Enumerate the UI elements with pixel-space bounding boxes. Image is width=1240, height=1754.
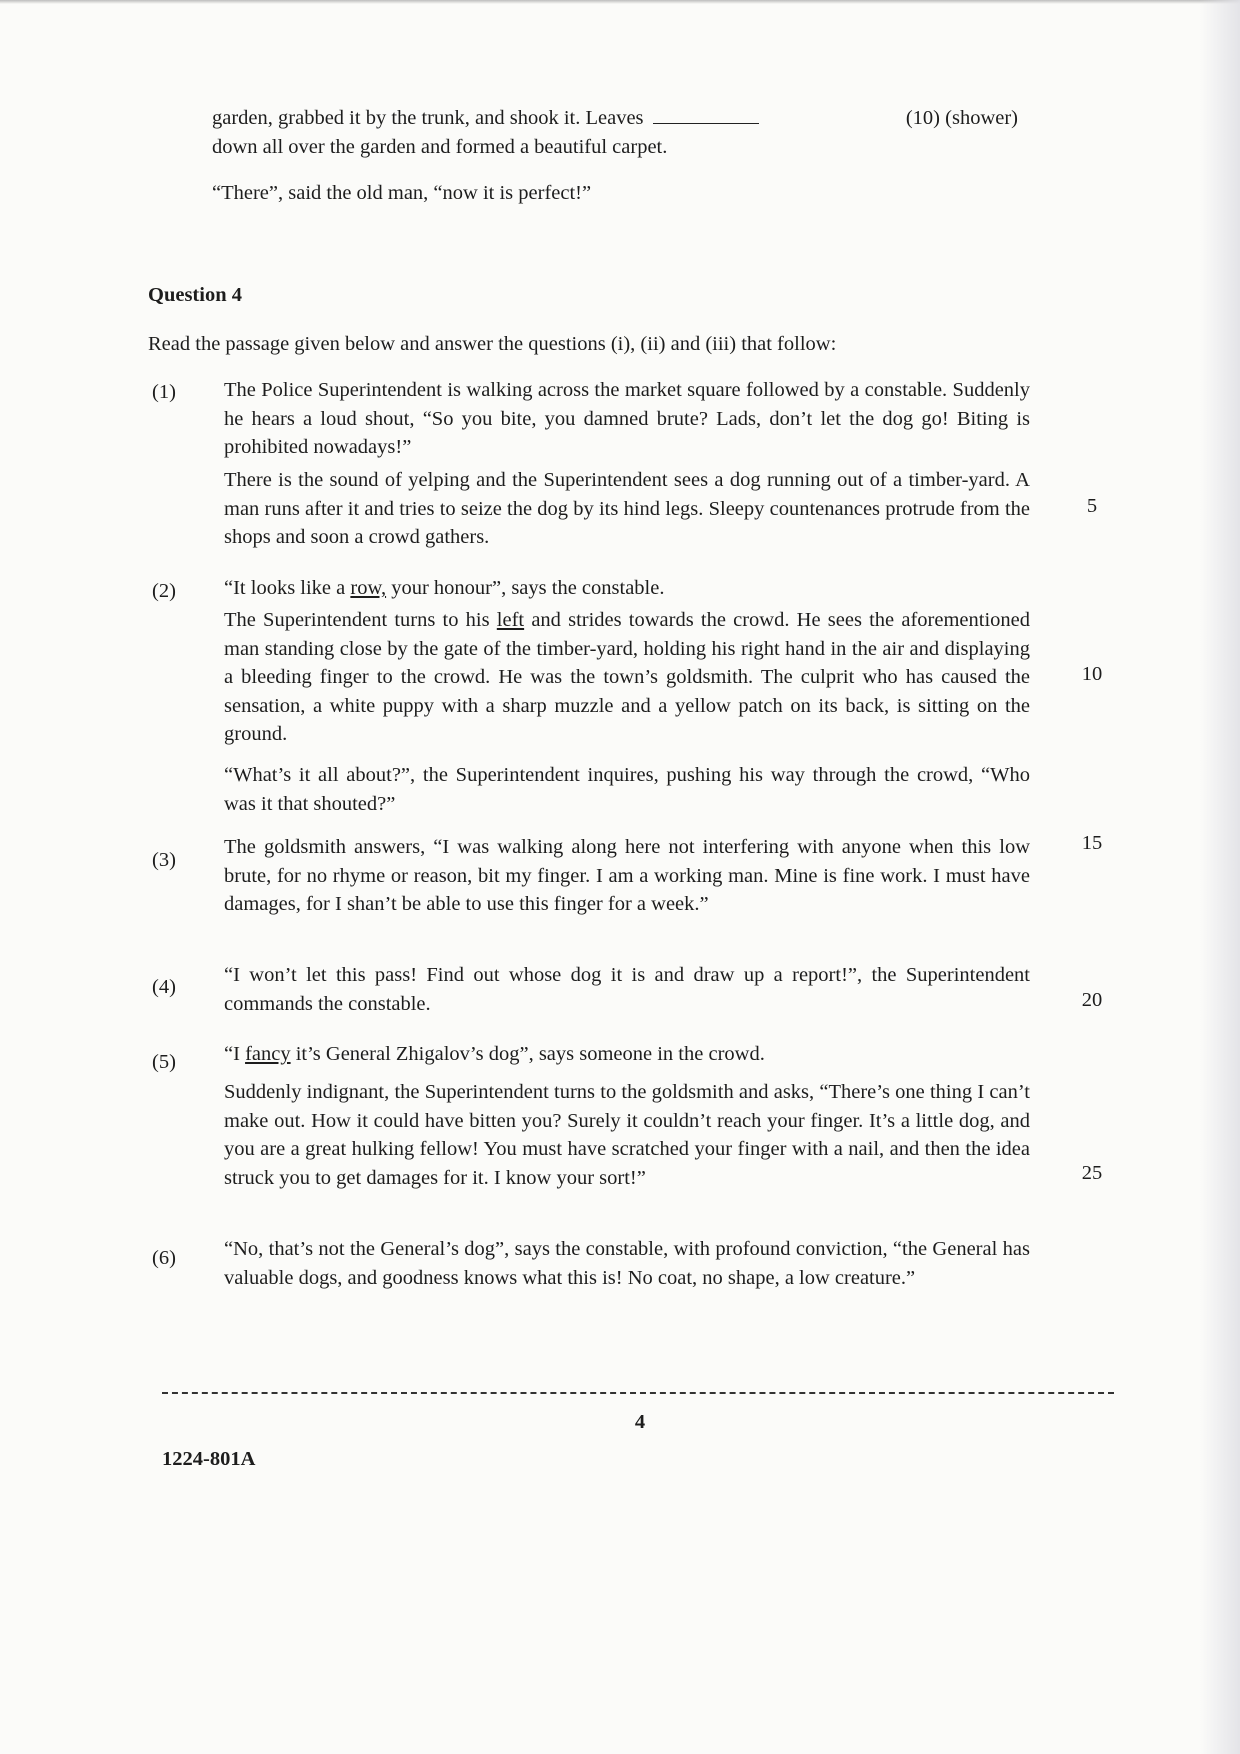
paragraph-number-3: (3) (152, 849, 176, 871)
line-number-10: 10 (1081, 663, 1103, 685)
p2-a-post: your honour”, says the constable. (386, 577, 665, 599)
paragraph-2-text-b (224, 606, 1030, 749)
p2-b-post: and strides towards the crowd. He sees the aforementioned man standing close by the gate of the timber-yard, holding his right hand in the air and displaying a bleeding finger to the crowd. He was the town’s goldsmith. The culprit who has caused the sensation, a white puppy with a sharp muzzle and a yellow patch on its back, is sitting on the ground. (224, 609, 1030, 745)
carryover-text (212, 104, 1018, 162)
line-number-20: 20 (1081, 989, 1103, 1011)
paper-code: 1224-801A (162, 1448, 256, 1470)
page-number: 4 (634, 1411, 646, 1433)
paragraph-4-text: “I won’t let this pass! Find out whose dog it is and draw up a report!”, the Superintendent commands the constable. (224, 964, 1030, 1015)
p2-a-pre: “It looks like a (224, 577, 351, 599)
underlined-word-left: left (496, 609, 525, 631)
paragraph-number-6: (6) (152, 1247, 176, 1269)
p5-a-post: it’s General Zhigalov’s dog”, says someone in the crowd. (290, 1043, 765, 1065)
paragraph-1-text-a: The Police Superintendent is walking across the market square followed by a constable. Suddenly he hears a loud shout, “So you bite, you damned brute? Lads, don’t let the dog go! Biting is prohibited nowadays!” (224, 379, 1030, 458)
p5-a-pre: “I (224, 1043, 246, 1065)
paragraph-number-4: (4) (152, 976, 176, 998)
line-number-15: 15 (1081, 832, 1103, 854)
line-number-5: 5 (1086, 495, 1098, 517)
paragraph-number-5: (5) (152, 1051, 176, 1073)
carryover-closing-line: “There”, said the old man, “now it is perfect!” (212, 182, 592, 204)
question-instruction: Read the passage given below and answer the questions (i), (ii) and (iii) that follow: (148, 333, 837, 355)
scan-right-edge (1200, 0, 1240, 1754)
p2-b-pre: The Superintendent turns to his (224, 609, 497, 631)
scan-top-edge (0, 0, 1240, 4)
paragraph-1-text-b: There is the sound of yelping and the Superintendent sees a dog running out of a timber-yard. A man runs after it and tries to seize the dog by its hind legs. Sleepy countenances protrude from the shops and soon a crowd gathers. (224, 469, 1030, 548)
fill-in-blank (653, 105, 759, 124)
carryover-line-1 (212, 104, 1018, 133)
underlined-word-fancy: fancy (245, 1043, 291, 1065)
carryover-line-1-text: garden, grabbed it by the trunk, and shook it. Leaves (212, 107, 644, 129)
paragraph-2-text-a (224, 574, 1030, 603)
paragraph-6-text: “No, that’s not the General’s dog”, says the constable, with profound conviction, “the General has valuable dogs, and goodness knows what this is! No coat, no shape, a low creature.” (224, 1238, 1030, 1289)
footer-divider (162, 1392, 1114, 1394)
line-number-25: 25 (1081, 1162, 1103, 1184)
question-heading: Question 4 (148, 284, 242, 306)
underlined-word-row: row, (350, 577, 387, 599)
paragraph-2-text-c: “What’s it all about?”, the Superintendent inquires, pushing his way through the crowd, “Who was it that shouted?” (224, 764, 1030, 815)
paragraph-5-text-b: Suddenly indignant, the Superintendent turns to the goldsmith and asks, “There’s one thing I can’t make out. How it could have bitten you? Surely it couldn’t reach your finger. It’s a little dog, and you are a great hulking fellow! You must have scratched your finger with a nail, and then the idea struck you to get damages for it. I know your sort!” (224, 1081, 1030, 1189)
paragraph-5-text-a (224, 1040, 1030, 1069)
carryover-line-2: down all over the garden and formed a beautiful carpet. (212, 136, 668, 158)
paragraph-number-1: (1) (152, 381, 176, 403)
paragraph-number-2: (2) (152, 580, 176, 602)
paragraph-3-text: The goldsmith answers, “I was walking along here not interfering with anyone when this low brute, for no rhyme or reason, bit my finger. I am a working man. Mine is fine work. I must have damages, for I shan’t be able to use this finger for a week.” (224, 836, 1030, 915)
blank-hint: (10) (shower) (905, 107, 1018, 129)
